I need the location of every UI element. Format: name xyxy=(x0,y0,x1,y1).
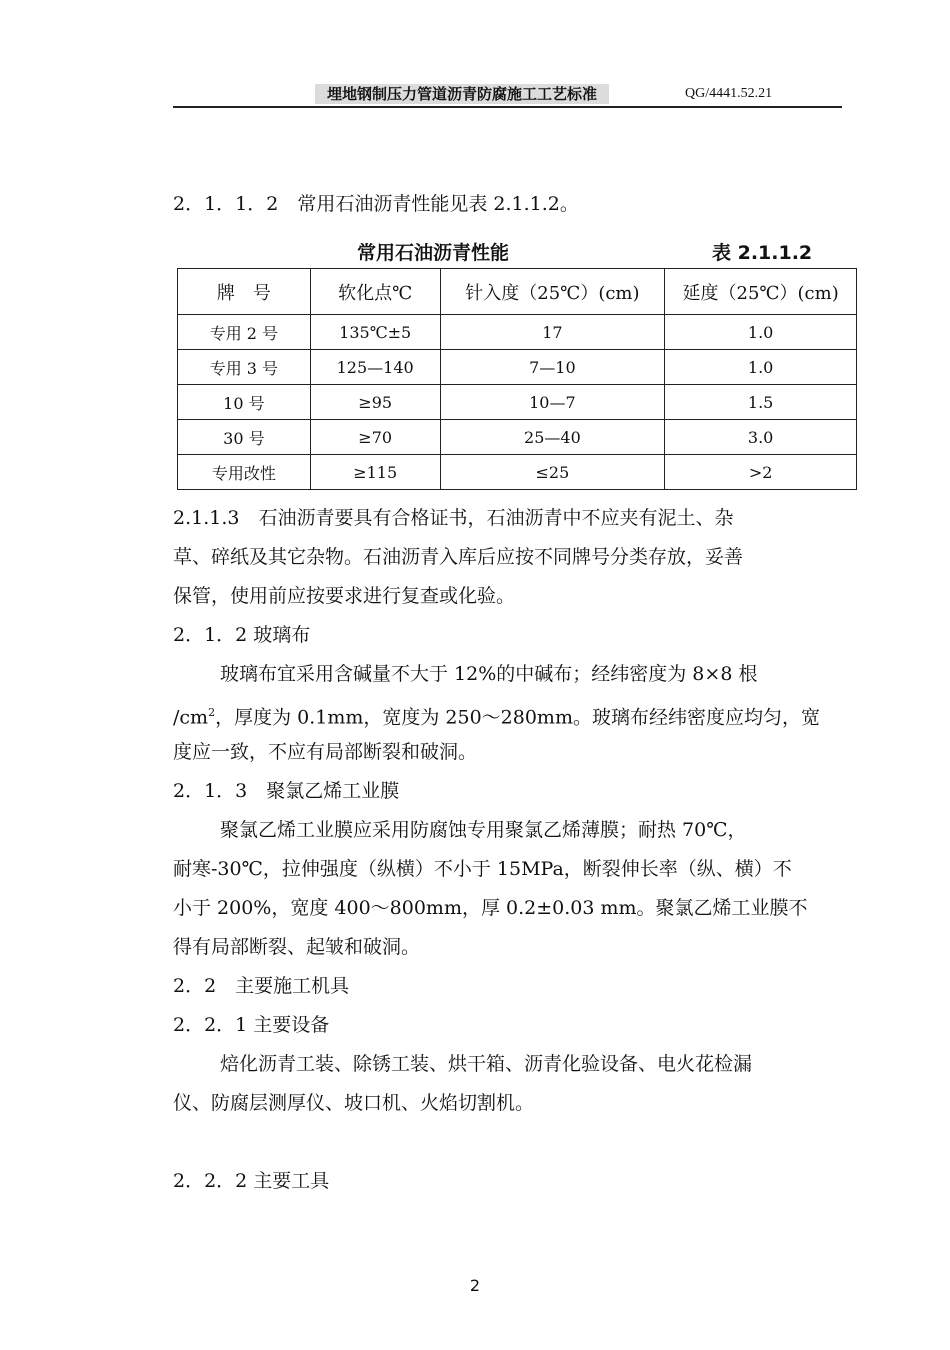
section-21112: 2．1．1．2 常用石油沥青性能见表 2.1.1.2。 xyxy=(173,193,579,215)
table-cell: 专用 2 号 xyxy=(178,315,311,350)
section-212-title: 2．1．2 玻璃布 xyxy=(173,624,311,646)
table-row xyxy=(178,420,857,455)
table-cell: 30 号 xyxy=(178,420,311,455)
paragraph-21113-line3: 保管，使用前应按要求进行复查或化验。 xyxy=(173,585,516,607)
paragraph-212-line1: 玻璃布宜采用含碱量不大于 12%的中碱布；经纬密度为 8×8 根 xyxy=(220,663,758,685)
section-222-title: 2．2．2 主要工具 xyxy=(173,1170,330,1192)
paragraph-213-line3: 小于 200%，宽度 400～800mm，厚 0.2±0.03 mm。聚氯乙烯工业膜不 xyxy=(173,897,808,919)
section-213-title: 2．1．3 聚氯乙烯工业膜 xyxy=(173,780,400,802)
table-cell: 125—140 xyxy=(310,350,440,385)
table-cell: 135℃±5 xyxy=(310,315,440,350)
header-code: QG/4441.52.21 xyxy=(685,86,773,101)
table-cell: 10—7 xyxy=(440,385,665,420)
table-row xyxy=(178,455,857,490)
table-cell: ≥70 xyxy=(310,420,440,455)
paragraph-212-line2 xyxy=(173,701,820,729)
table-row xyxy=(178,350,857,385)
table-cell: 10 号 xyxy=(178,385,311,420)
section-22-title: 2．2 主要施工机具 xyxy=(173,975,350,997)
table-cell: 7—10 xyxy=(440,350,665,385)
page-header xyxy=(173,84,842,108)
table-cell: 1.5 xyxy=(665,385,857,420)
column-header: 延度（25℃）(cm) xyxy=(665,269,857,315)
table-row xyxy=(178,385,857,420)
table-header-row xyxy=(178,269,857,315)
section-221-title: 2．2．1 主要设备 xyxy=(173,1014,330,1036)
paragraph-213-line4: 得有局部断裂、起皱和破洞。 xyxy=(173,936,421,958)
table-cell: ≥95 xyxy=(310,385,440,420)
table-cell: 25—40 xyxy=(440,420,665,455)
column-header: 针入度（25℃）(cm) xyxy=(440,269,665,315)
table-cell: 1.0 xyxy=(665,315,857,350)
superscript: 2 xyxy=(208,706,216,719)
table-number: 表 2.1.1.2 xyxy=(712,242,813,264)
table-cell: 专用 3 号 xyxy=(178,350,311,385)
table-cell: >2 xyxy=(665,455,857,490)
paragraph-221-line2: 仪、防腐层测厚仪、坡口机、火焰切割机。 xyxy=(173,1092,535,1114)
header-title: 埋地钢制压力管道沥青防腐施工工艺标准 xyxy=(315,84,609,104)
page-number: 2 xyxy=(469,1276,481,1295)
paragraph-213-line1: 聚氯乙烯工业膜应采用防腐蚀专用聚氯乙烯薄膜；耐热 70℃， xyxy=(220,819,747,841)
table-caption: 常用石油沥青性能 xyxy=(357,242,510,264)
table-cell: 1.0 xyxy=(665,350,857,385)
table-cell: ≥115 xyxy=(310,455,440,490)
column-header: 牌 号 xyxy=(178,269,311,315)
table-cell: 专用改性 xyxy=(178,455,311,490)
table-row xyxy=(178,315,857,350)
paragraph-213-line2: 耐寒-30℃，拉伸强度（纵横）不小于 15MPa，断裂伸长率（纵、横）不 xyxy=(173,858,792,880)
table-cell: ≤25 xyxy=(440,455,665,490)
paragraph-212-line3: 度应一致，不应有局部断裂和破洞。 xyxy=(173,741,478,763)
paragraph-21113-line2: 草、碎纸及其它杂物。石油沥青入库后应按不同牌号分类存放，妥善 xyxy=(173,546,744,568)
unit-text: /cm xyxy=(173,706,209,729)
paragraph-text: ，厚度为 0.1mm，宽度为 250～280mm。玻璃布经纬密度应均匀，宽 xyxy=(215,706,820,729)
asphalt-properties-table xyxy=(177,268,857,490)
paragraph-221-line1: 焙化沥青工装、除锈工装、烘干箱、沥青化验设备、电火花检漏 xyxy=(220,1053,753,1075)
table-cell: 17 xyxy=(440,315,665,350)
paragraph-21113-line1: 2.1.1.3 石油沥青要具有合格证书，石油沥青中不应夹有泥土、杂 xyxy=(173,507,734,529)
column-header: 软化点℃ xyxy=(310,269,440,315)
table-cell: 3.0 xyxy=(665,420,857,455)
